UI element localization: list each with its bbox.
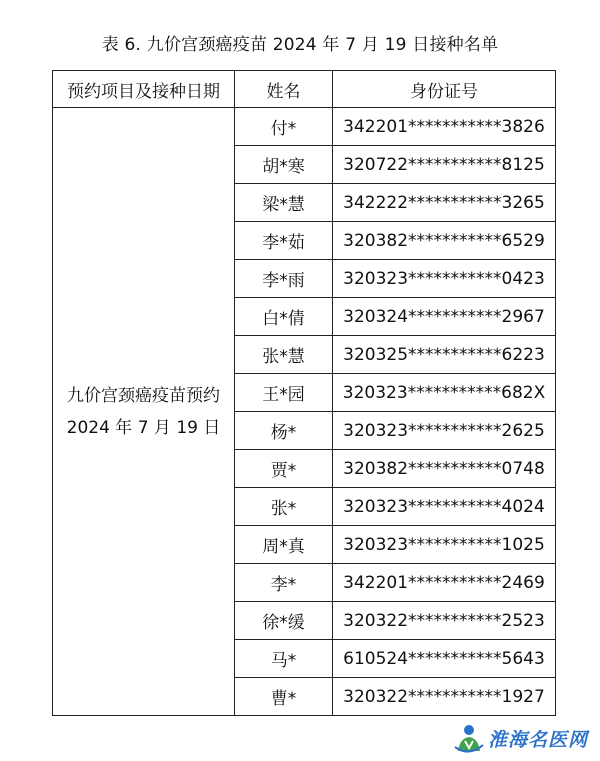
- id-number: 320322***********2523: [333, 602, 556, 640]
- person-name: 曹*: [235, 678, 333, 716]
- person-name: 周*真: [235, 526, 333, 564]
- person-name: 胡*寒: [235, 146, 333, 184]
- id-number: 320322***********1927: [333, 678, 556, 716]
- person-name: 李*: [235, 564, 333, 602]
- id-number: 320323***********682X: [333, 374, 556, 412]
- person-name: 梁*慧: [235, 184, 333, 222]
- vaccination-roster-table: [52, 70, 556, 716]
- document-title: 表 6. 九价宫颈癌疫苗 2024 年 7 月 19 日接种名单: [101, 35, 499, 55]
- person-name: 李*茹: [235, 222, 333, 260]
- id-number: 320722***********8125: [333, 146, 556, 184]
- id-number: 610524***********5643: [333, 640, 556, 678]
- id-number: 320323***********2625: [333, 412, 556, 450]
- person-name: 张*: [235, 488, 333, 526]
- id-number: 342222***********3265: [333, 184, 556, 222]
- watermark-lettering: 淮海名医网: [488, 728, 589, 751]
- watermark-logo: [452, 718, 600, 758]
- header-project-date: 预约项目及接种日期: [53, 71, 235, 108]
- id-number: 342201***********3826: [333, 108, 556, 146]
- person-name: 张*慧: [235, 336, 333, 374]
- id-number: 320324***********2967: [333, 298, 556, 336]
- vaccination-date: 2024 年 7 月 19 日: [66, 417, 221, 438]
- id-number: 320323***********4024: [333, 488, 556, 526]
- id-number: 320382***********0748: [333, 450, 556, 488]
- doctor-figure-icon: [452, 721, 486, 755]
- id-number: 320323***********0423: [333, 260, 556, 298]
- person-name: 贾*: [235, 450, 333, 488]
- header-name: 姓名: [235, 71, 333, 108]
- table-row: [53, 108, 556, 146]
- project-name: 九价宫颈癌疫苗预约: [67, 385, 220, 406]
- id-number: 320325***********6223: [333, 336, 556, 374]
- person-name: 白*倩: [235, 298, 333, 336]
- person-name: 李*雨: [235, 260, 333, 298]
- table-header-row: [53, 71, 556, 108]
- id-number: 342201***********2469: [333, 564, 556, 602]
- person-name: 王*园: [235, 374, 333, 412]
- id-number: 320382***********6529: [333, 222, 556, 260]
- project-date-cell: [53, 108, 235, 716]
- id-number: 320323***********1025: [333, 526, 556, 564]
- person-name: 徐*缓: [235, 602, 333, 640]
- table-body: [53, 108, 556, 716]
- person-name: 付*: [235, 108, 333, 146]
- person-name: 马*: [235, 640, 333, 678]
- header-id-number: 身份证号: [333, 71, 556, 108]
- person-name: 杨*: [235, 412, 333, 450]
